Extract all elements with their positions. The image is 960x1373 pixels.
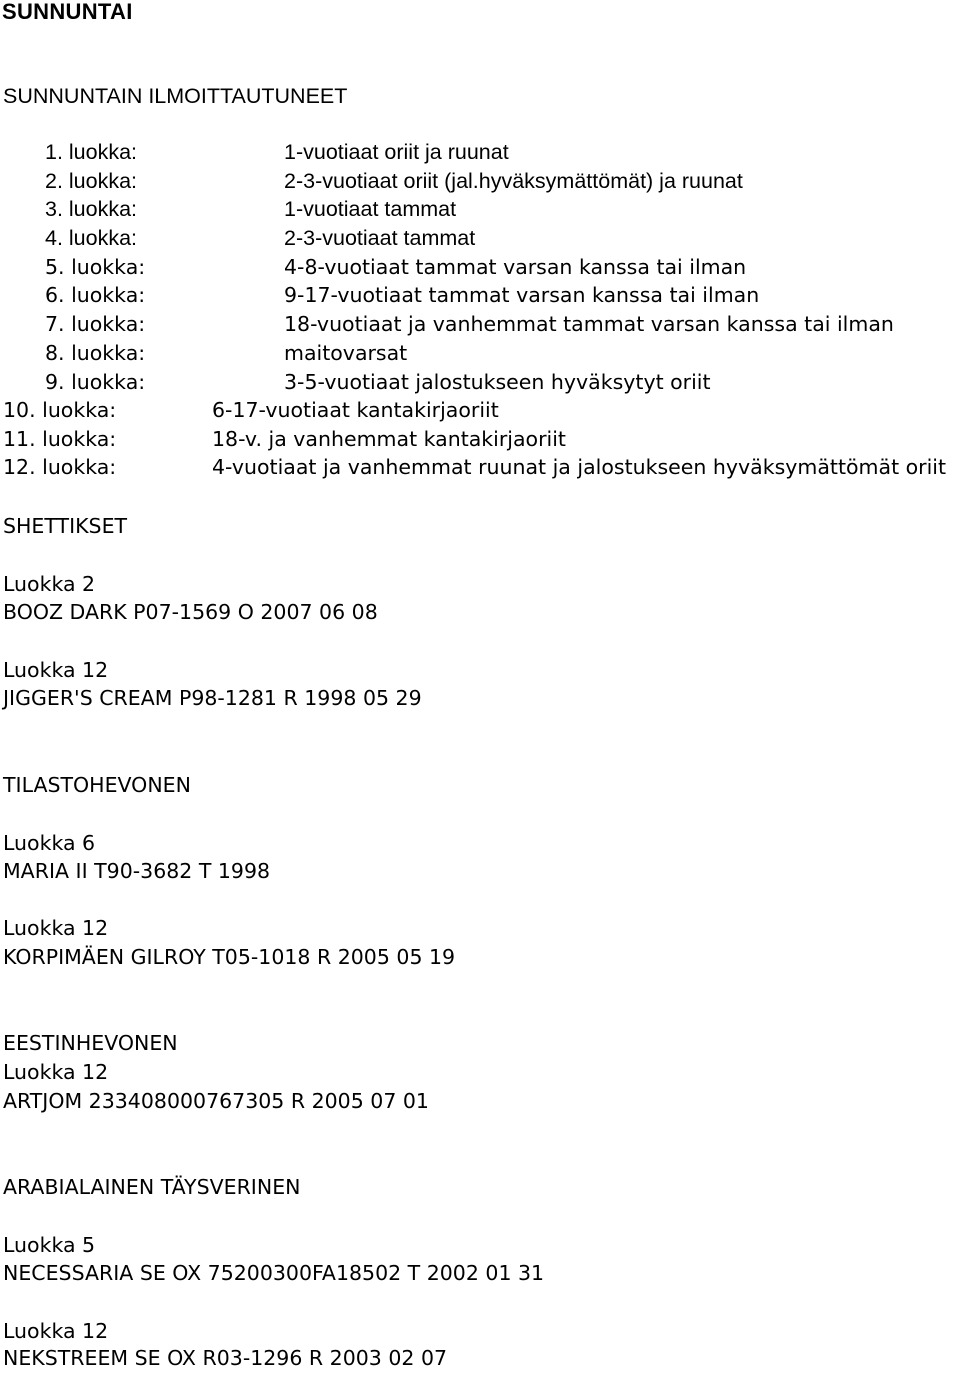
class-description: 9-17-vuotiaat tammat varsan kanssa tai ilman — [284, 283, 760, 308]
class-row — [3, 396, 918, 425]
class-description: 4-vuotiaat ja vanhemmat ruunat ja jalostukseen hyväksymättömät oriit — [212, 455, 947, 480]
class-row — [3, 425, 918, 454]
entry-class-label: Luokka 12 — [3, 1319, 109, 1343]
class-description: 1-vuotiaat oriit ja ruunat — [284, 140, 509, 164]
class-description: maitovarsat — [284, 340, 408, 365]
class-row — [3, 453, 947, 482]
section-heading-arabialainen: ARABIALAINEN TÄYSVERINEN — [3, 1175, 301, 1199]
class-row — [45, 310, 960, 339]
page-subtitle: SUNNUNTAIN ILMOITTAUTUNEET — [3, 84, 348, 108]
section-heading-eestinhevonen: EESTINHEVONEN — [3, 1031, 178, 1055]
class-row — [45, 195, 960, 224]
entry-horse: NEKSTREEM SE OX R03-1296 R 2003 02 07 — [3, 1346, 448, 1370]
class-row — [45, 339, 960, 368]
class-description: 18-vuotiaat ja vanhemmat tammat varsan kanssa tai ilman — [284, 312, 894, 337]
entry-class-label: Luokka 6 — [3, 831, 96, 855]
class-list-wide — [3, 396, 947, 482]
class-number: 4. luokka: — [45, 226, 138, 251]
section-heading-tilastohevonen: TILASTOHEVONEN — [3, 773, 191, 797]
class-number: 6. luokka: — [45, 283, 146, 308]
entry-horse: BOOZ DARK P07-1569 O 2007 06 08 — [3, 600, 378, 624]
class-number: 5. luokka: — [45, 254, 146, 279]
class-row — [45, 281, 960, 310]
class-row — [45, 253, 960, 282]
class-row — [45, 167, 960, 196]
class-description: 2-3-vuotiaat tammat — [284, 226, 476, 251]
class-number: 11. luokka: — [3, 426, 117, 451]
class-number: 8. luokka: — [45, 340, 146, 365]
section-heading-shettikset: SHETTIKSET — [3, 514, 128, 538]
entry-class-label: Luokka 12 — [3, 916, 109, 940]
entry-horse: JIGGER'S CREAM P98-1281 R 1998 05 29 — [3, 686, 422, 710]
class-description: 1-vuotiaat tammat — [284, 197, 457, 222]
entry-class-label: Luokka 5 — [3, 1233, 96, 1257]
class-number: 7. luokka: — [45, 312, 146, 337]
class-description: 2-3-vuotiaat oriit (jal.hyväksymättömät) ja ruunat — [284, 168, 743, 193]
class-row — [45, 368, 960, 397]
class-number: 12. luokka: — [3, 455, 117, 480]
class-description: 6-17-vuotiaat kantakirjaoriit — [212, 398, 499, 422]
class-description: 4-8-vuotiaat tammat varsan kanssa tai ilman — [284, 254, 747, 279]
entry-horse: ARTJOM 233408000767305 R 2005 07 01 — [3, 1089, 429, 1113]
class-number: 3. luokka: — [45, 197, 138, 222]
entry-class-label: Luokka 2 — [3, 572, 96, 596]
class-description: 18-v. ja vanhemmat kantakirjaoriit — [212, 426, 566, 451]
entry-class-label: Luokka 12 — [3, 1060, 109, 1084]
entry-horse: NECESSARIA SE OX 75200300FA18502 T 2002 01 31 — [3, 1261, 545, 1285]
class-row — [45, 224, 960, 253]
entry-horse: KORPIMÄEN GILROY T05-1018 R 2005 05 19 — [3, 945, 456, 969]
class-number: 10. luokka: — [3, 398, 117, 422]
class-number: 2. luokka: — [45, 168, 138, 193]
class-list — [45, 138, 960, 396]
class-number: 1. luokka: — [45, 140, 138, 164]
page-title: SUNNUNTAI — [2, 0, 133, 24]
entry-class-label: Luokka 12 — [3, 658, 109, 682]
class-number: 9. luokka: — [45, 369, 146, 394]
class-description: 3-5-vuotiaat jalostukseen hyväksytyt oriit — [284, 369, 711, 394]
class-row — [45, 138, 960, 167]
entry-horse: MARIA II T90-3682 T 1998 — [3, 859, 271, 883]
